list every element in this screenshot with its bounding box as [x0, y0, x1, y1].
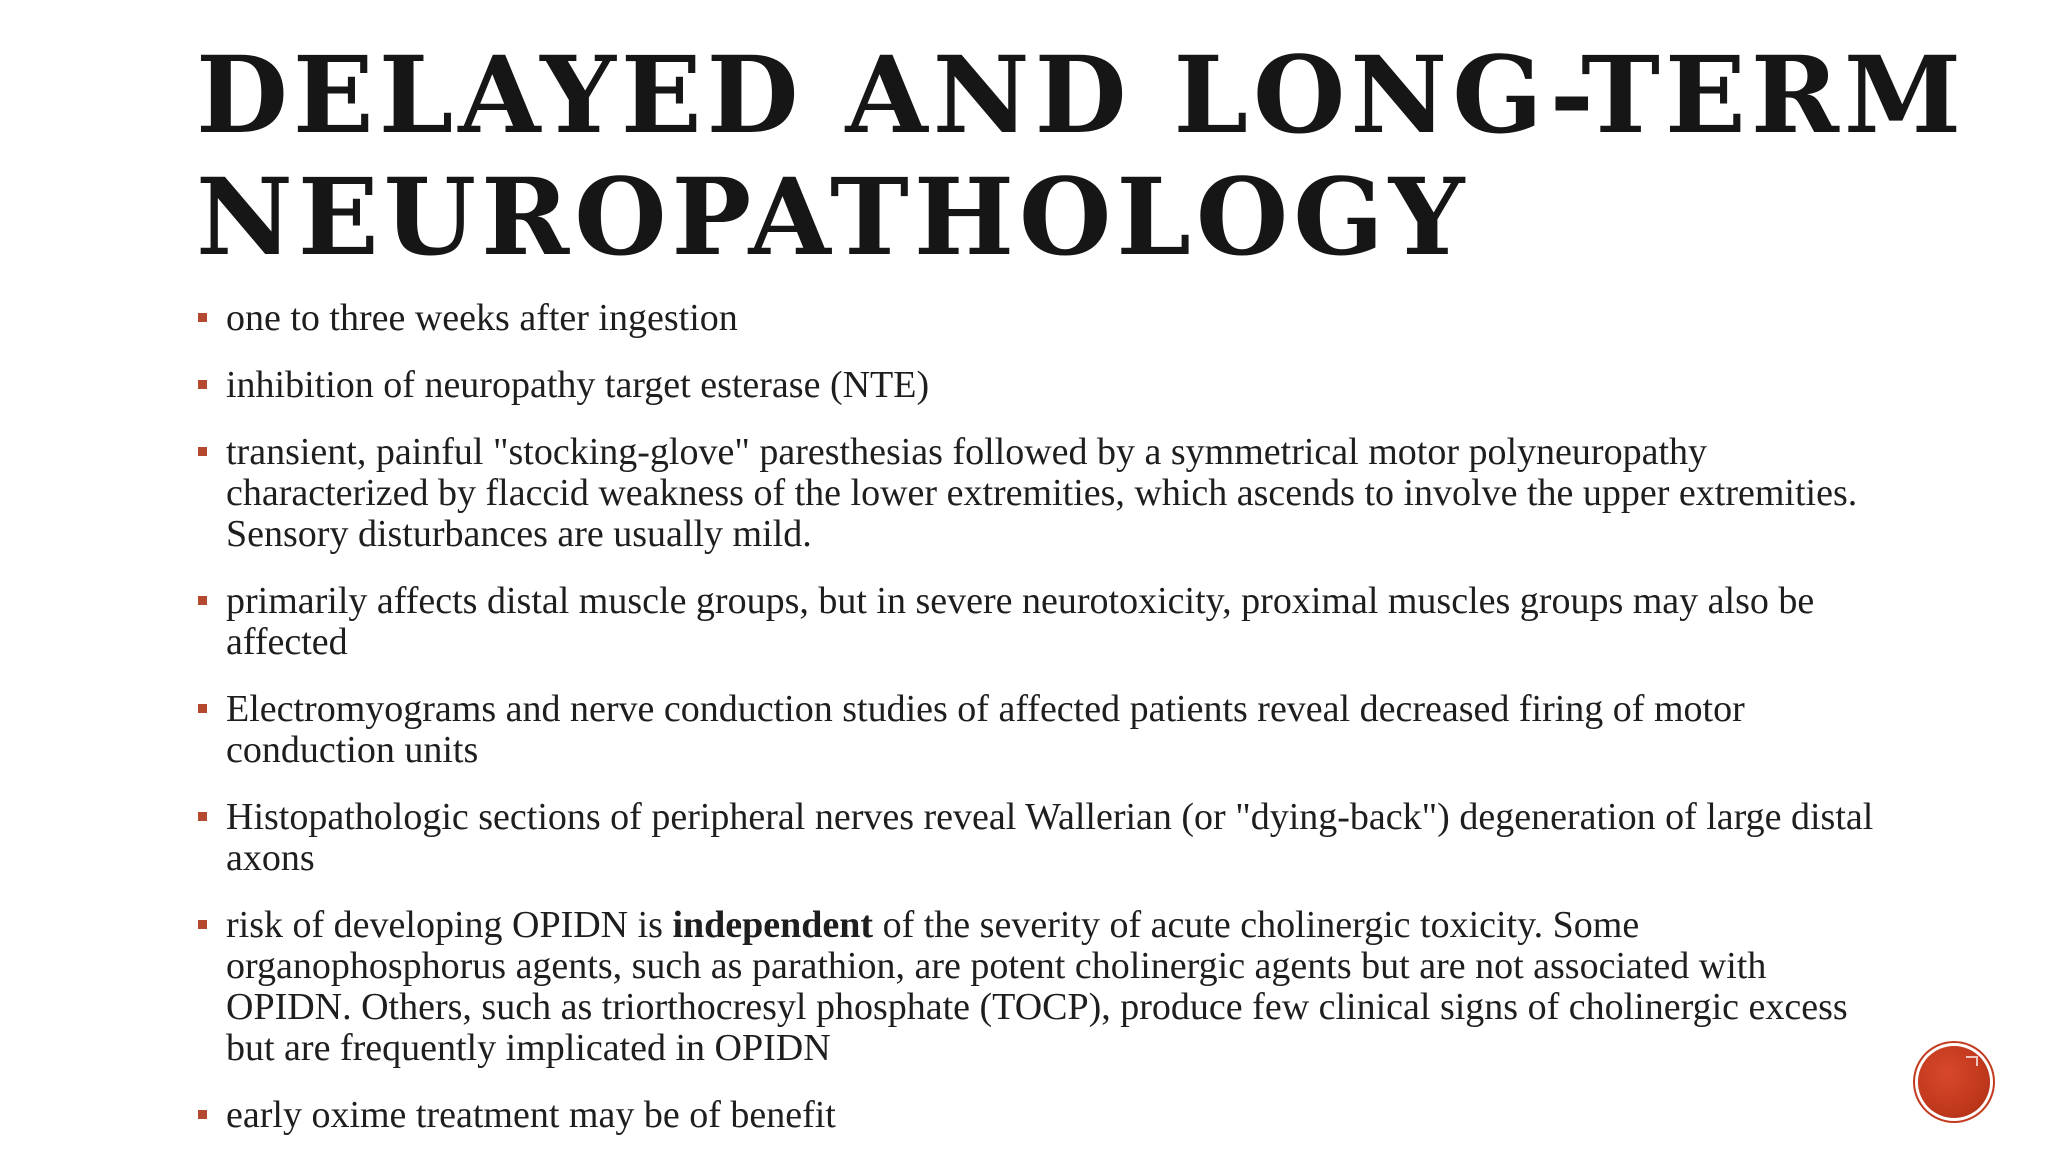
- bullet-text-emphasis: independent: [672, 904, 874, 946]
- bullet-item: [196, 581, 1876, 663]
- slide-title: [196, 32, 1967, 279]
- square-bullet-icon: [198, 704, 207, 713]
- bullet-text: [226, 904, 1848, 1069]
- bullet-item: [196, 432, 1876, 555]
- square-bullet-icon: [198, 1110, 207, 1119]
- bullet-text: one to three weeks after ingestion: [226, 297, 738, 339]
- square-bullet-icon: [198, 380, 207, 389]
- bullet-text: primarily affects distal muscle groups, but in severe neurotoxicity, proximal muscles groups may also be affected: [226, 580, 1815, 663]
- bullet-text: Histopathologic sections of peripheral nerves reveal Wallerian (or "dying-back") degeneration of large distal axons: [226, 796, 1874, 879]
- bullet-text: transient, painful "stocking-glove" paresthesias followed by a symmetrical motor polyneuropathy characterized by flaccid weakness of the lower extremities, which ascends to involve the upper extremities. Sensory disturbances are usually mild.: [226, 431, 1858, 555]
- slide-title-line-1: DELAYED AND LONG-TERM: [196, 32, 1967, 157]
- bullet-text-suffix: of the severity of acute cholinergic toxicity. Some organophosphorus agents, such as parathion, are potent cholinergic agents but are not associated with OPIDN. Others, such as triorthocresyl phosphate (TOCP), produce few clinical signs of cholinergic excess but are frequently implicated in OPIDN: [226, 904, 1848, 1069]
- bullet-item: [196, 905, 1876, 1069]
- square-bullet-icon: [198, 447, 207, 456]
- square-bullet-icon: [198, 812, 207, 821]
- bullet-item: [196, 797, 1876, 879]
- bullet-text: early oxime treatment may be of benefit: [226, 1094, 836, 1136]
- bullet-item: [196, 1095, 1876, 1136]
- slide-title-line-2: NEUROPATHOLOGY: [196, 154, 1470, 279]
- next-slide-icon: [1966, 1056, 1978, 1066]
- square-bullet-icon: [198, 596, 207, 605]
- bullet-item: [196, 298, 1876, 339]
- square-bullet-icon: [198, 920, 207, 929]
- bullet-list: [196, 298, 1876, 1162]
- bullet-text: inhibition of neuropathy target esterase (NTE): [226, 364, 930, 406]
- bullet-text-prefix: risk of developing OPIDN is: [226, 904, 673, 946]
- bullet-item: [196, 365, 1876, 406]
- square-bullet-icon: [198, 313, 207, 322]
- bullet-item: [196, 689, 1876, 771]
- bullet-text: Electromyograms and nerve conduction studies of affected patients reveal decreased firing of motor conduction units: [226, 688, 1745, 771]
- next-slide-button[interactable]: [1918, 1046, 1990, 1118]
